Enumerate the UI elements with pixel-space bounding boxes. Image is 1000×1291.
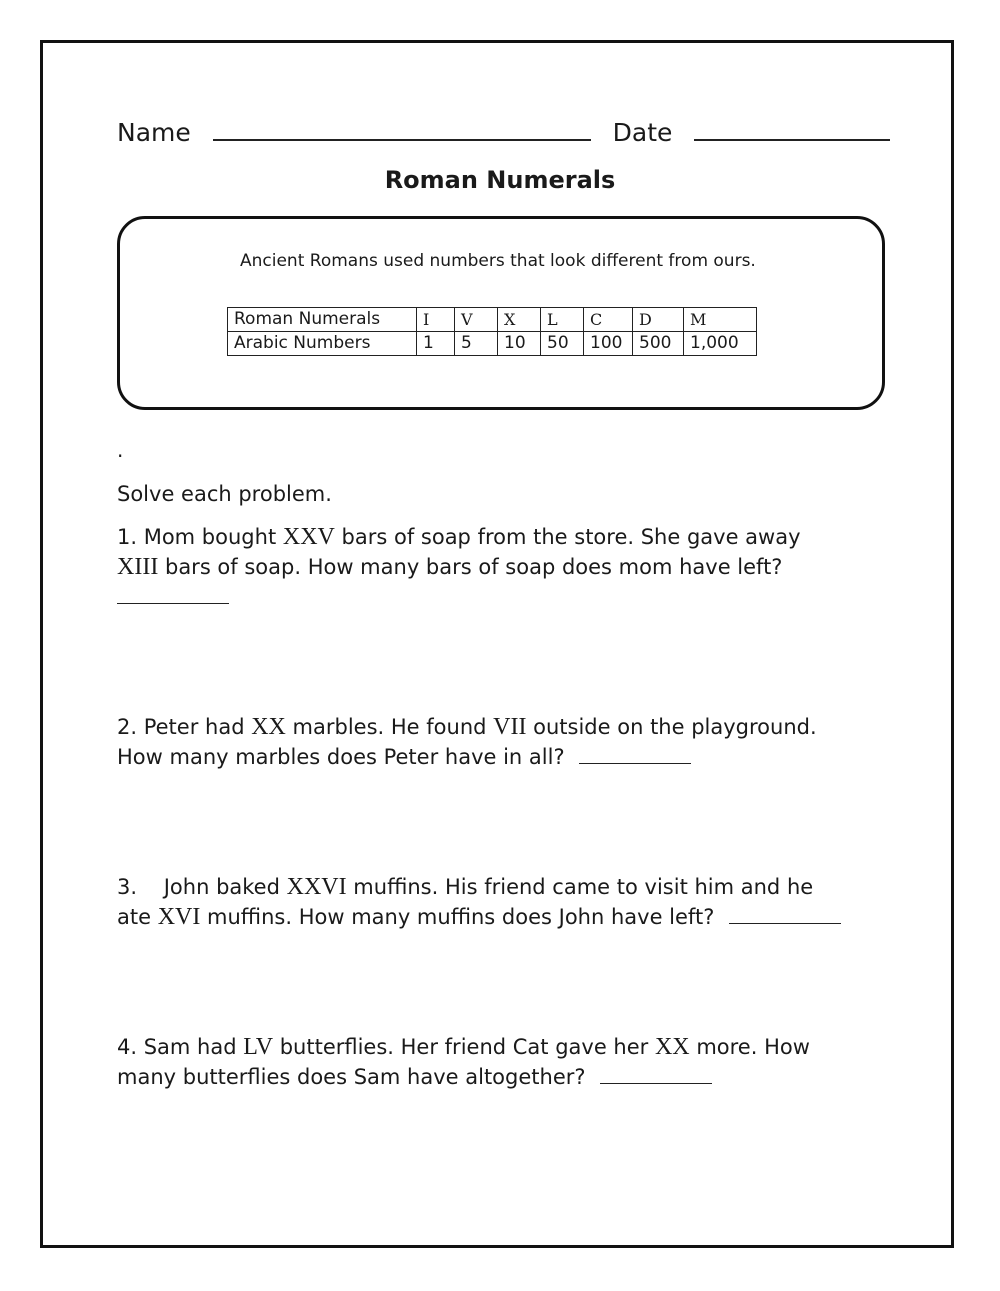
table-cell: 500 [633,332,684,356]
table-cell: M [684,308,757,332]
roman-number: XVI [157,904,201,930]
table-cell: 1,000 [684,332,757,356]
roman-number: XX [251,714,286,740]
table-cell: 10 [498,332,541,356]
problem-text: muffins. How many muffins does John have left? [200,905,715,929]
table-row [228,332,757,356]
table-cell: V [455,308,498,332]
answer-blank[interactable] [117,602,229,604]
name-label: Name [117,118,191,147]
problem-text: bars of soap from the store. She gave away [334,525,801,549]
table-cell: L [541,308,584,332]
problem-4-line-2 [117,1062,712,1092]
date-label: Date [612,118,673,147]
page-title: Roman Numerals [384,166,616,194]
roman-number: VII [493,714,527,740]
table-cell: 100 [584,332,633,356]
table-cell: D [633,308,684,332]
problem-4-line-1 [117,1032,810,1062]
answer-blank[interactable] [600,1082,712,1084]
problem-2-line-2 [117,742,691,772]
table-cell: 5 [455,332,498,356]
problem-text: muffins. His friend came to visit him and he [346,875,814,899]
answer-blank[interactable] [729,922,841,924]
roman-number: XIII [117,554,159,580]
date-field[interactable] [694,139,890,141]
name-field[interactable] [213,139,591,141]
problem-1-line-2 [117,552,782,582]
table-cell: I [417,308,455,332]
problem-1-line-1 [117,522,801,552]
problem-text: bars of soap. How many bars of soap does mom have left? [158,555,783,579]
directions: Solve each problem. [117,482,332,506]
table-cell: 50 [541,332,584,356]
numeral-table [227,307,757,356]
problem-text: many butterflies does Sam have altogether? [117,1065,586,1089]
problem-text: 3. John baked [117,875,287,899]
table-row [228,308,757,332]
table-cell: C [584,308,633,332]
problem-text: more. How [689,1035,810,1059]
problem-1-answer-line [117,582,229,612]
roman-number: XXVI [286,874,347,900]
problem-text: How many marbles does Peter have in all? [117,745,565,769]
problem-text: ate [117,905,158,929]
roman-number: XXV [282,524,335,550]
problem-text: butterflies. Her friend Cat gave her [273,1035,655,1059]
problem-text: outside on the playground. [526,715,817,739]
problem-text: 2. Peter had [117,715,252,739]
info-intro: Ancient Romans used numbers that look different from ours. [240,251,756,271]
problem-text: 1. Mom bought [117,525,283,549]
answer-blank[interactable] [579,762,691,764]
table-cell: 1 [417,332,455,356]
problem-3-line-1 [117,872,813,902]
problem-text: 4. Sam had [117,1035,244,1059]
problem-2-line-1 [117,712,817,742]
roman-number: XX [654,1034,690,1060]
problem-3-line-2 [117,902,841,932]
row-label-roman: Roman Numerals [228,308,417,332]
name-date-row [117,118,890,147]
roman-number: LV [243,1034,274,1060]
row-label-arabic: Arabic Numbers [228,332,417,356]
stray-dot: . [117,438,124,462]
problem-text: marbles. He found [285,715,494,739]
table-cell: X [498,308,541,332]
